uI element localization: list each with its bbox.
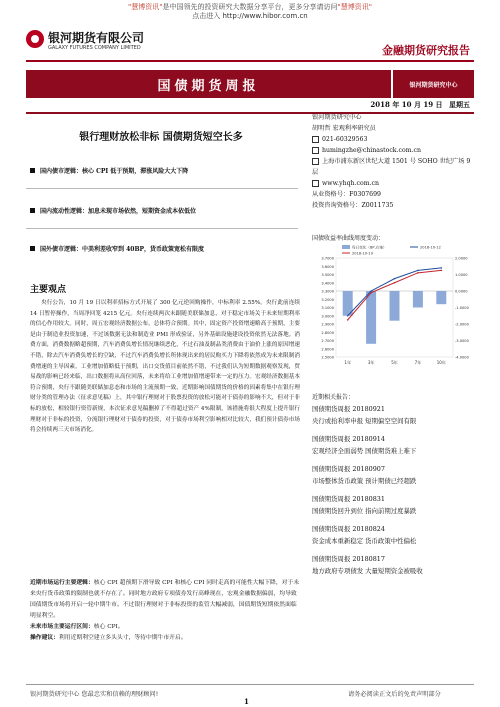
website[interactable]: www.yhqh.com.cn <box>322 180 379 187</box>
related-report-title: 国债期货回升到位 指向前期过度暴跌 <box>312 506 417 515</box>
logic-label: 近期市场运行主要逻辑： <box>30 580 94 586</box>
related-report-date: 国债期货周报 20180907 <box>312 465 385 473</box>
license-2: 投资咨询资格号：Z0011735 <box>312 202 394 209</box>
y-left-tick-label: 3.0000 <box>321 314 334 319</box>
report-type: 金融期货研究报告 <box>382 44 470 57</box>
summary-text: 核心 CPI 低于预期，滞涨风险大大下降 <box>82 168 189 175</box>
y-right-tick-label: -2.0000 <box>455 322 469 327</box>
summary-item <box>30 244 300 253</box>
legend-swatch-bar <box>342 245 350 249</box>
banner-brand: "慧博资讯" <box>128 3 163 11</box>
page-number: 1 <box>244 697 249 706</box>
banner-text: 是中国领先的投资研究大数据分享平台，更多分享请访问 <box>162 3 338 11</box>
email-icon <box>312 147 319 154</box>
phone-row <box>312 134 477 145</box>
website-row <box>312 178 477 189</box>
related-report-date: 国债期货周报 20180914 <box>312 435 385 443</box>
banner-click: 点击进入 <box>192 12 221 20</box>
related-report-date: 国债期货周报 20180817 <box>312 555 385 563</box>
related-reports-title: 近期相关报告： <box>312 394 355 401</box>
related-reports-list <box>312 404 477 584</box>
legend-label: 每日变化（BP,右轴） <box>352 245 387 250</box>
related-report[interactable] <box>312 434 477 457</box>
logo-en: GALAXY FUTURES COMPANY LIMITED <box>48 45 141 51</box>
phone: 021-60329563 <box>322 136 368 143</box>
line-point <box>394 282 396 284</box>
line-point <box>370 290 372 292</box>
chart-caption: 国债收益率曲线周度变动： <box>312 235 385 242</box>
address: 上海市浦东新区世纪大道 1501 号 SOHO 世纪广场 9 层 <box>312 158 471 176</box>
body-paragraph: 央行公告，10 月 19 日以利率招标方式开展了 300 亿元逆回购操作，中标利率 2.55%。央行此前连续 14 日暂停操作，当周净回笼 4215 亿元。央行连续两次未跟随美联储加息，对于稳定市场关于未来短期利率的信心作用较大。同时，周五宏观经济数据公布，总体符合预期。其中，固定资产投资增速略高于预期，主要是由于制造业投资加速，不过该数据无法和制造业 PMI 形成验证，另外基础设施建设投资依然无法落地。消费方面，消费数据略超预期，汽车消费负增长情况继续恶化，不过石油及制品类消费由于油价上涨的原因增速不错，除去汽车消费负增长的空缺，不过汽车消费负增长所体现出来的居民购买力下降将依然成为未来限制消费增速的主导因素。工业增加值略低于预期，出口交货值目前依然不错，不过我们认为短期数据观察发现，贸易战的影响已经来临，出口数据将从高位回落，未来将给工业增加值增速带来一定的压力。宏观经济数据基本符合预期，央行不跟随美联储加息态和市场的主流预期一致，近期影响国债期货的价格的因素将集中在银行理财分类的管理办法（征求意见稿）上，其中银行理财对于股票投资的放松可能对于债券的影响不大，但对于非标的放松，相较银行资管新规，本次征求意见稿删掉了不得超过资产 4%限制，该措施将很大程度上提升银行理财对于非标的投资，分流银行理财对于债券的投资，对于债券市场利空影响相对比较大，我们预计债券市场将会持续两三天市场消化。 <box>30 300 300 434</box>
email[interactable]: humingzhe@chinastock.com.cn <box>322 147 422 154</box>
related-report-title: 市场整体货币政策 预计期债已经超跌 <box>312 476 417 485</box>
report-date: 2018 年 10 月 19 日 <box>370 100 443 109</box>
related-report-title: 地方政府专项债发 大量短期资金被吸收 <box>312 566 423 575</box>
company-logo <box>26 28 145 62</box>
org-name: 银河期货研究中心 <box>312 114 362 121</box>
x-tick-label: 10年 <box>436 360 446 365</box>
top-banner <box>0 0 500 28</box>
line-point <box>347 315 349 317</box>
y-left-tick-label: 2.7000 <box>321 339 334 343</box>
bullet-square-icon <box>30 246 35 251</box>
bar <box>366 291 376 344</box>
chart-svg <box>312 242 477 374</box>
section-title: 主要观点 <box>30 285 67 295</box>
y-left-tick-label: 2.8000 <box>321 330 334 335</box>
summary-divider <box>26 188 298 189</box>
dept-label: 银河期货研究中心 <box>393 70 474 98</box>
phone-icon <box>312 136 319 143</box>
line-point <box>347 319 349 321</box>
x-tick-label: 5年 <box>391 360 398 365</box>
y-left-tick-label: 2.9000 <box>321 322 334 327</box>
summary-label: 国内流动性逻辑： <box>40 208 89 215</box>
related-report-title: 宏观经济全面弱势 国债期货难上难下 <box>312 446 417 455</box>
bullet-square-icon <box>30 208 35 213</box>
range-text: 核心 CPI。 <box>93 624 124 630</box>
related-report[interactable] <box>312 524 477 547</box>
line-point <box>417 270 419 272</box>
summary-label: 国外债市逻辑： <box>40 246 83 253</box>
report-weekday: 星期五 <box>449 100 470 109</box>
footer-disclaimer: 请务必阅读正文后的免责声明部分 <box>348 691 441 698</box>
advice-paragraph <box>30 633 300 644</box>
website-icon <box>312 180 319 187</box>
summary-divider <box>26 228 298 229</box>
address-row <box>312 156 477 178</box>
y-left-tick-label: 3.7000 <box>321 256 334 261</box>
header-divider <box>26 60 474 62</box>
line-point <box>394 278 396 280</box>
x-tick-label: 1年 <box>344 360 351 365</box>
related-report[interactable] <box>312 464 477 487</box>
yield-curve-chart <box>312 242 477 374</box>
headline: 银行理财放松非标 国债期货短空长多 <box>79 132 243 143</box>
y-left-tick-label: 2.5000 <box>321 355 334 360</box>
bar <box>436 291 446 304</box>
related-report[interactable] <box>312 494 477 517</box>
address-icon <box>312 158 319 165</box>
y-right-tick-label: 0.0000 <box>455 289 468 294</box>
x-tick-label: 3年 <box>367 360 375 365</box>
legend-label: 2018-10-12 <box>420 245 441 250</box>
bar <box>413 291 423 308</box>
y-left-tick-label: 3.3000 <box>321 289 334 294</box>
bar <box>390 291 400 321</box>
summary-item <box>30 166 300 175</box>
related-report[interactable] <box>312 404 477 427</box>
y-right-tick-label: 1.0000 <box>455 273 468 277</box>
related-report[interactable] <box>312 554 477 577</box>
range-paragraph <box>30 622 300 633</box>
analyst-name: 胡明哲 宏观利率研究员 <box>312 125 376 132</box>
line-point <box>417 272 419 274</box>
y-left-tick-label: 3.6000 <box>321 264 334 269</box>
advice-text: 利用近期利空建立多头头寸，等待中期牛市开启。 <box>59 635 187 641</box>
y-left-tick-label: 2.6000 <box>321 347 334 352</box>
bullet-square-icon <box>30 168 35 173</box>
y-left-tick-label: 3.2000 <box>321 297 334 302</box>
range-label: 未来市场主要运行区间： <box>30 624 94 630</box>
summary-text: 中美利差收窄到 40BP，货币政策宽松有限度 <box>82 246 205 253</box>
logic-text: 核心 CPI 超预期下滑导致 CPI 和核心 CPI 同时走高的可能性大幅下降，对于未来央行货币政策的限制也就不存在了。同时地方政府专项债券发行高峰现在，宏观金融数据偏弱，均导致国债期货市场将开启一轮中期牛市。不过银行理财对于非标投资的监管大幅减弱，国债期货短期依然面临明显利空。 <box>30 580 300 619</box>
related-report-date: 国债期货周报 20180824 <box>312 525 385 533</box>
y-left-tick-label: 3.5000 <box>321 273 334 277</box>
y-right-tick-label: -4.0000 <box>455 355 469 360</box>
banner-brand-2: "慧博资讯" <box>337 3 372 11</box>
y-left-tick-label: 3.1000 <box>321 306 334 310</box>
logo-cn: 银河期货有限公司 <box>48 31 145 45</box>
banner-url[interactable]: http://www.hibor.com.cn <box>222 12 308 20</box>
summary-text: 加息未现市场依然，短期资金成本依低位 <box>88 208 197 215</box>
y-right-tick-label: -3.0000 <box>455 339 469 343</box>
footer-slogan: 银河期货研究中心 您最忠实和信赖的理财顾问! <box>30 691 159 698</box>
y-right-tick-label: -1.0000 <box>455 306 469 310</box>
advice-label: 操作建议： <box>30 635 59 641</box>
report-title: 国债期货周报 <box>26 70 391 98</box>
related-report-title: 央行或抬利率申报 短期偏空空间有限 <box>312 416 417 425</box>
x-tick-label: 7年 <box>414 360 422 365</box>
analyst-info <box>312 112 477 211</box>
footer-divider <box>26 684 474 685</box>
logic-paragraph <box>30 578 300 622</box>
line-point <box>441 267 443 269</box>
summary-item <box>30 206 300 215</box>
email-row <box>312 145 477 156</box>
legend-label: 2018-10-19 <box>352 251 373 256</box>
y-left-tick-label: 3.4000 <box>321 281 334 286</box>
logo-mark-icon <box>26 30 44 48</box>
related-report-date: 国债期货周报 20180921 <box>312 405 385 413</box>
line-point <box>441 270 443 272</box>
license-1: 从业资格号：F0307699 <box>312 191 381 198</box>
related-report-date: 国债期货周报 20180831 <box>312 495 385 503</box>
key-logic-block <box>30 578 300 644</box>
y-right-tick-label: 2.0000 <box>455 256 468 261</box>
summary-label: 国内债市逻辑： <box>40 168 83 175</box>
related-report-title: 资金成本重新稳定 货币政策中性偏松 <box>312 536 417 545</box>
